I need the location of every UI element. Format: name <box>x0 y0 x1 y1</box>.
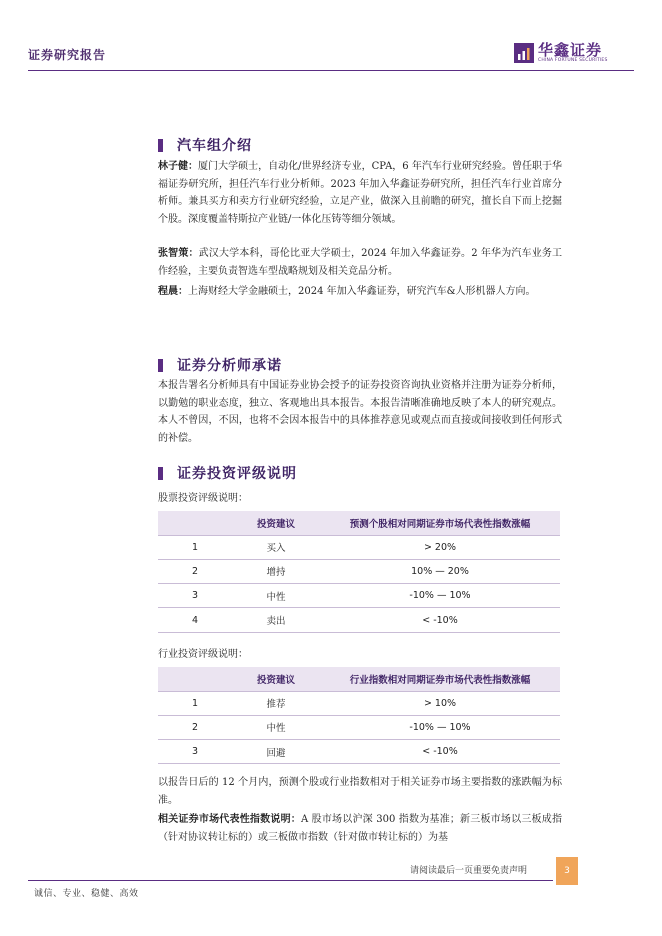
table-cell: -10% — 10% <box>320 584 560 608</box>
industry-rating-table <box>158 667 560 764</box>
table-cell: 卖出 <box>232 608 320 632</box>
table-cell: 3 <box>158 740 232 764</box>
member-bio <box>158 283 562 301</box>
table-cell: 1 <box>158 691 232 715</box>
logo-chinese-name: 华鑫证券 <box>538 41 603 59</box>
table-cell: > 10% <box>320 691 560 715</box>
stock-rating-label: 股票投资评级说明： <box>158 493 248 504</box>
commitment-text: 本报告署名分析师具有中国证券业协会授予的证券投资咨询执业资格并注册为证券分析师，以勤勉的职业态度，独立、客观地出具本报告。本报告清晰准确地反映了本人的研究观点。本人不曾因，不因，也将不会因本报告中的具体推荐意见或观点而直接或间接收到任何形式的补偿。 <box>158 380 562 444</box>
section-marker <box>158 467 163 480</box>
table-cell: > 20% <box>320 535 560 559</box>
table-cell: 2 <box>158 559 232 583</box>
table-row <box>158 535 560 559</box>
section-title: 汽车组介绍 <box>177 138 252 154</box>
section-rating-heading <box>158 463 297 483</box>
table-row <box>158 691 560 715</box>
company-logo <box>514 42 608 64</box>
market-index-heading: 相关证券市场代表性指数说明： <box>158 814 301 825</box>
table-cell: 中性 <box>232 715 320 739</box>
table-cell: 推荐 <box>232 691 320 715</box>
member-bio-text: 厦门大学硕士，自动化/世界经济专业，CPA，6 年汽车行业研究经验。曾任职于华福证券研究所，担任汽车行业分析师。2023 年加入华鑫证券研究所，担任汽车行业首席分析师。兼具买方和卖方行业研究经验，立足产业，做深入且前瞻的研究，擅长自下而上挖掘个股。深度覆盖特斯拉产业链/一体化压铸等细分领域。 <box>158 161 563 225</box>
table-header-cell: 投资建议 <box>232 667 320 691</box>
member-name: 林子健： <box>158 161 199 172</box>
table-cell: 1 <box>158 535 232 559</box>
table-header-cell: 预测个股相对同期证券市场代表性指数涨幅 <box>320 511 560 535</box>
section-marker <box>158 139 163 152</box>
section-title: 证券投资评级说明 <box>177 466 297 482</box>
member-name: 张智策： <box>158 248 199 259</box>
table-header-cell: 投资建议 <box>232 511 320 535</box>
company-motto: 诚信、专业、稳健、高效 <box>34 889 139 899</box>
table-cell: 增持 <box>232 559 320 583</box>
table-cell: 中性 <box>232 584 320 608</box>
header-divider <box>28 70 634 71</box>
table-cell: 10% — 20% <box>320 559 560 583</box>
member-bio-text: 武汉大学本科，哥伦比亚大学硕士，2024 年加入华鑫证券。2 年华为汽车业务工作经验，主要负责智选车型战略规划及相关竞品分析。 <box>158 248 563 277</box>
footer-divider <box>28 880 553 881</box>
page-number: 3 <box>556 857 578 885</box>
section-marker <box>158 359 163 372</box>
table-cell: 3 <box>158 584 232 608</box>
table-cell: < -10% <box>320 740 560 764</box>
table-cell: < -10% <box>320 608 560 632</box>
market-index-note <box>158 811 562 846</box>
table-header-cell <box>158 667 232 691</box>
section-commitment-heading <box>158 355 282 375</box>
member-bio <box>158 158 562 228</box>
table-row <box>158 559 560 583</box>
table-cell: 2 <box>158 715 232 739</box>
table-cell: 买入 <box>232 535 320 559</box>
report-type-title: 证券研究报告 <box>28 48 107 62</box>
logo-english-name: CHINA FORTUNE SECURITIES <box>538 58 608 63</box>
table-header-cell: 行业指数相对同期证券市场代表性指数涨幅 <box>320 667 560 691</box>
member-bio <box>158 245 562 280</box>
table-cell: -10% — 10% <box>320 715 560 739</box>
market-index-text: A 股市场以沪深 300 指数为基准；新三板市场以三板成指（针对协议转让标的）或三板做市指数（针对做市转让标的）为基 <box>158 814 562 843</box>
stock-rating-table <box>158 511 560 633</box>
table-row <box>158 608 560 632</box>
table-cell: 回避 <box>232 740 320 764</box>
benchmark-note: 以报告日后的 12 个月内，预测个股或行业指数相对于相关证券市场主要指数的涨跌幅为标准。 <box>158 777 562 806</box>
member-name: 程晨： <box>158 286 188 297</box>
table-row <box>158 740 560 764</box>
section-title: 证券分析师承诺 <box>177 358 282 374</box>
table-header-cell <box>158 511 232 535</box>
member-bio-text: 上海财经大学金融硕士，2024 年加入华鑫证券，研究汽车&人形机器人方向。 <box>188 286 536 297</box>
table-cell: 4 <box>158 608 232 632</box>
section-team-heading <box>158 135 252 155</box>
disclaimer-reminder: 请阅读最后一页重要免责声明 <box>410 866 528 876</box>
industry-rating-label: 行业投资评级说明： <box>158 649 248 660</box>
table-row <box>158 715 560 739</box>
logo-mark-icon <box>514 43 534 63</box>
table-row <box>158 584 560 608</box>
